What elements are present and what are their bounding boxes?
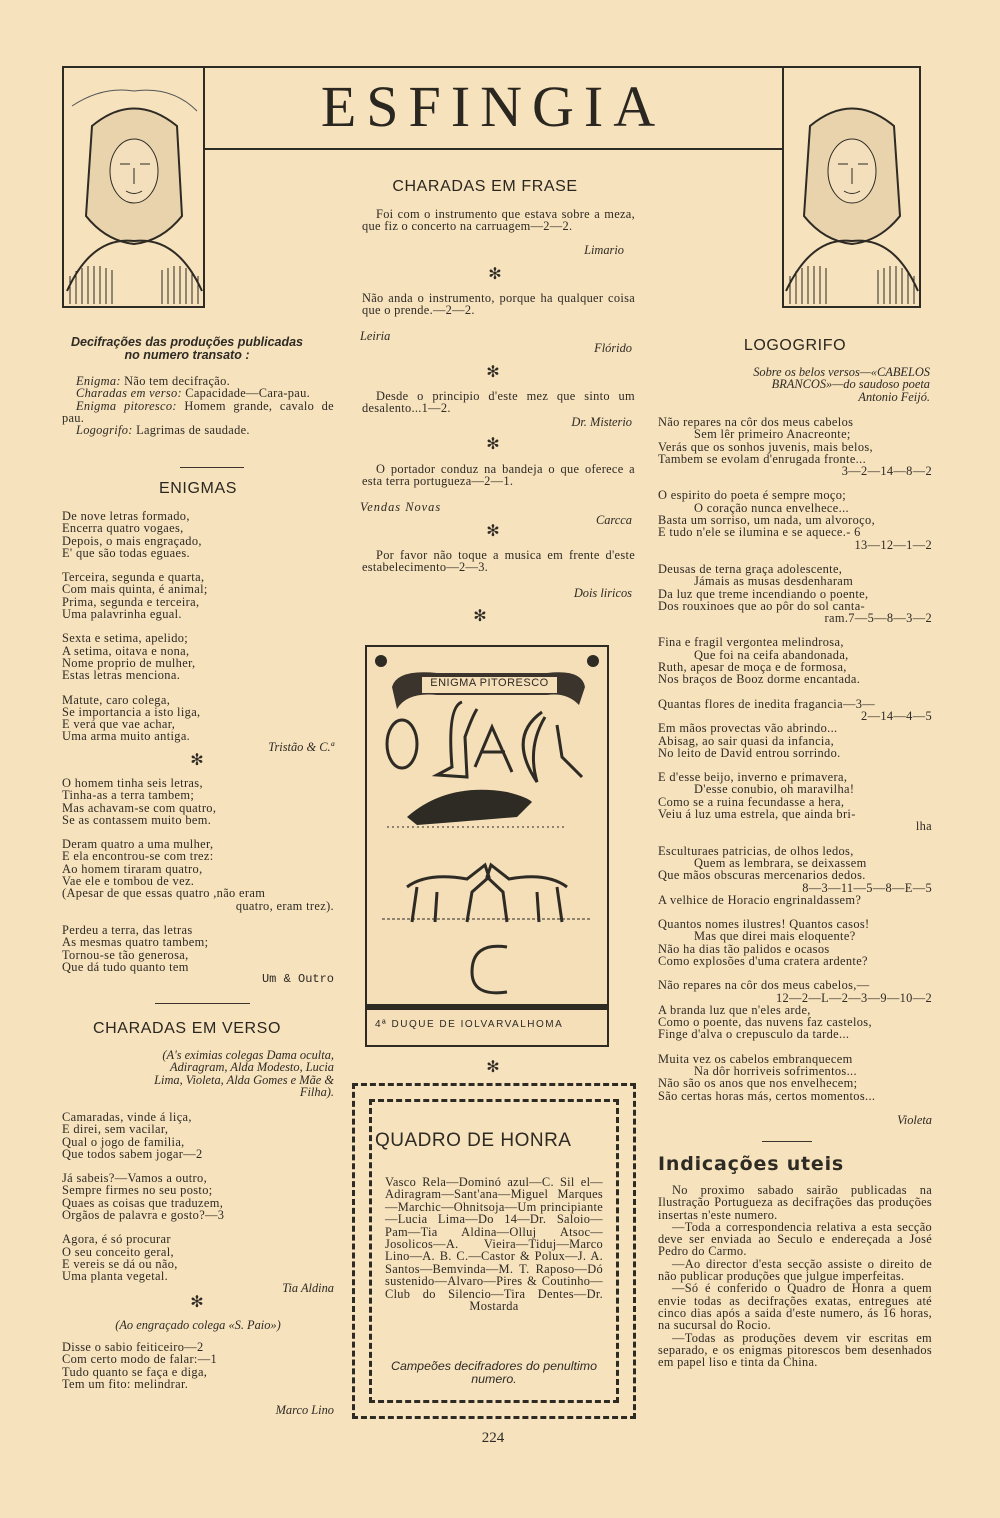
charada-verso-2 — [62, 1341, 334, 1402]
quadro-title: QUADRO DE HONRA — [375, 1130, 572, 1151]
verse-line: Nos braços de Booz dorme encantada. — [658, 672, 861, 687]
verse-line: 2—14—4—5 — [861, 708, 932, 723]
verse-line: 8—3—11—5—8—E—5 — [802, 880, 932, 895]
verse-line: O coração nunca envelhece... — [694, 500, 849, 515]
verse-line: Na dôr horriveis sofrimentos... — [694, 1064, 857, 1079]
enigma-pitoresco-image — [365, 645, 609, 1047]
verse-line: Vae ele e tombou de vez. — [62, 874, 195, 889]
verse-line: Camaradas, vinde á liça, — [62, 1110, 192, 1124]
verse-line: Deram quatro a uma mulher, — [62, 837, 214, 852]
verse-line: No leito de David entrou sorrindo. — [658, 745, 841, 760]
verse-line: A velhice de Horacio engrinaldassem? — [658, 892, 862, 907]
decif-key: Logogrifo: — [76, 423, 133, 438]
verse-line: Encerra quatro vogaes, — [62, 521, 184, 536]
signature: Dr. Misterio — [571, 415, 632, 429]
verse-line: Sem lêr primeiro Anacreonte; — [694, 427, 851, 442]
verse-line: Finge d'alva o crepusculo da tarde... — [658, 1027, 850, 1042]
stanza — [62, 510, 334, 559]
signature: Tia Aldina — [282, 1281, 334, 1295]
verse-line: Se importancia a isto liga, — [62, 704, 201, 719]
verse-line: 3—2—14—8—2 — [841, 464, 932, 479]
verse-line: Sexta e setima, apelido; — [62, 631, 189, 646]
divider — [762, 1141, 812, 1142]
verse-line: E direi, sem vacilar, — [62, 1122, 169, 1137]
verse-line: Jámais as musas desdenharam — [694, 574, 854, 589]
verse-line: O espirito do poeta é sempre moço; — [658, 488, 847, 503]
stanza — [62, 571, 334, 620]
verse-line: (Apesar de que essas quatro ,não eram — [62, 886, 266, 901]
divider — [155, 1003, 250, 1004]
verse-line: E vereis se dá ou não, — [62, 1256, 178, 1271]
verse-line: Basta um sorriso, um nada, um alvoroço, — [658, 513, 876, 528]
indicacao-paragraph: No proximo sabado sairão publicadas na Ilustração Portugueza as decifrações das produções insertas n'este numero. — [658, 1183, 932, 1222]
verse-line: Não ha dias tão palidos e ocasos — [658, 941, 830, 956]
decif-key: Charadas em verso: — [76, 386, 182, 401]
decif-key: Enigma pitoresco: — [76, 398, 177, 413]
verse-line: Como se a ruina fecundasse a hera, — [658, 794, 845, 809]
verse-line: De nove letras formado, — [62, 509, 190, 523]
decif-value: Não tem decifração. — [120, 374, 230, 388]
frase-text: Desde o principio d'este mez que sinto um desalento...1—2. — [362, 389, 635, 416]
verse-line: ram.7—5—8—3—2 — [824, 611, 932, 626]
logogrifo-note: Sobre os belos versos—«CABELOS BRANCOS»—do saudoso poeta Antonio Feijó. — [753, 365, 930, 404]
stanza — [658, 979, 932, 1040]
decifracoes-heading — [42, 336, 332, 361]
quadro-names: Vasco Rela—Dominó azul—C. Sil el—Adiragram—Sant'ana—Miguel Marques—Marchic—Ohnitsoja—Um principiante—Lucia Lima—Do 14—Dr. Saloio—Pam—Tia Aldina—Olluj Atsoc—Josolicos—A. Vieira—Tiduj—Marco Lino—A. B. C.—Castor & Polux—J. A. Santos—Bemvinda—M. T. Raposo—Dó sustenido—Alvaro—Pires & Coutinho—Club do Silencio—Tira Dentes—Dr. Mostarda — [385, 1175, 603, 1314]
verse-line: Orgãos de palavra e gosto?—3 — [62, 1208, 225, 1223]
verse-line: Perdeu a terra, das letras — [62, 922, 193, 937]
enigmas-title: ENIGMAS — [159, 480, 237, 497]
verse-line: Como o poente, das nuvens faz castelos, — [658, 1015, 872, 1030]
asterism-icon: ✻ — [486, 436, 500, 453]
asterism-icon: ✻ — [473, 608, 487, 625]
verse-line: A branda luz que n'eles arde, — [658, 1002, 811, 1017]
frase-1 — [362, 208, 635, 233]
stanza — [658, 771, 932, 832]
frase-text: O portador conduz na bandeja o que oferece a esta terra portugueza—2—1. — [362, 462, 635, 489]
verse-line: E' que são todas eguaes. — [62, 545, 190, 560]
verse-line: Dos rouxinoes que ao pôr do sol canta- — [658, 598, 866, 613]
enigma-author: 4ª DUQUE DE IOLVARVALHOMA — [375, 1019, 564, 1030]
verse-line: Em mãos provectas vão abrindo... — [658, 721, 838, 736]
indicacoes-text — [658, 1184, 932, 1368]
verse-line: Que foi na ceifa abandonada, — [694, 647, 849, 662]
verse-line: Abisag, ao sair quasi da infancia, — [658, 733, 835, 748]
verse-line: Não são os anos que nos envelhecem; — [658, 1076, 858, 1091]
verse-line: Fina e fragil vergontea melindrosa, — [658, 635, 844, 650]
verse-line: Tinha-as a terra tambem; — [62, 788, 195, 803]
signature: Dois liricos — [573, 586, 632, 600]
verse-line: Da luz que treme incendiando o poente, — [658, 586, 869, 601]
verse-line: Não repares na côr dos meus cabelos — [658, 415, 854, 429]
verse-line: lha — [915, 819, 932, 834]
logogrifo-title: LOGOGRIFO — [743, 337, 847, 354]
verse-line: Terceira, segunda e quarta, — [62, 570, 205, 585]
verse-line: Veiu á luz uma estrela, que ainda bri- — [658, 807, 856, 822]
verse-line: Muita vez os cabelos embranquecem — [658, 1051, 853, 1066]
verse-line: Estas letras menciona. — [62, 668, 181, 683]
decif-key: Enigma: — [76, 374, 121, 388]
indicacao-paragraph: —Só é conferido o Quadro de Honra a quem envie todas as decifrações exatas, entregues até cinco dias após a saida d'este numero, ás 16 horas, na sucursal do Rocio. — [658, 1281, 932, 1333]
dedication: (A's eximias colegas Dama oculta, Adiragram, Alda Modesto, Lucia Lima, Violeta, Alda Gomes e Mãe & Filha). — [154, 1048, 334, 1099]
verse-line: 12—2—L—2—3—9—10—2 — [775, 990, 932, 1005]
verse-line: Matute, caro colega, — [62, 692, 171, 707]
verse-line: Prima, segunda e terceira, — [62, 594, 200, 609]
stanza — [658, 636, 932, 685]
verse-line: 13—12—1—2 — [854, 537, 932, 552]
decifracoes-list — [62, 375, 334, 436]
verse-line: Quaes as coisas que traduzem, — [62, 1195, 224, 1210]
frase-3 — [362, 390, 635, 415]
verse-line: Se as contassem muito bem. — [62, 812, 212, 827]
signature: Tristão & C.ª — [268, 740, 334, 754]
verse-line: Não repares na côr dos meus cabelos,— — [658, 978, 870, 993]
verse-line: Mas que direi mais eloquente? — [694, 929, 856, 944]
stanza — [658, 845, 932, 906]
decif-value: Lagrimas de saudade. — [132, 423, 250, 438]
decif-heading-line: no numero transato : — [124, 347, 250, 362]
signature: Flórido — [594, 341, 632, 355]
asterism-icon: ✻ — [486, 523, 500, 540]
stanza — [62, 1111, 334, 1160]
charada-verso-1 — [62, 1111, 334, 1295]
divider — [180, 467, 244, 468]
signature: Limario — [584, 243, 624, 257]
verse-line: Que mãos obscuras mercenarios dedos. — [658, 868, 866, 883]
sphinx-left-illustration — [62, 66, 206, 308]
verse-line: Como explosões d'uma cratera ardente? — [658, 953, 868, 968]
sphinx-right-illustration — [782, 66, 922, 308]
verse-line: quatro, eram trez). — [235, 898, 334, 913]
verse-line: Quem as lembrara, se deixassem — [694, 855, 867, 870]
verse-line: Uma planta vegetal. — [62, 1269, 169, 1284]
verse-line: Uma arma muito antiga. — [62, 729, 191, 744]
verse-line: Verás que os sonhos juvenis, mais belos, — [658, 439, 873, 454]
verse-line: As mesmas quatro tambem; — [62, 935, 209, 950]
stanza — [658, 489, 932, 550]
decif-value: Capacidade—Cara-pau. — [181, 386, 310, 401]
verse-line: Agora, é só procurar — [62, 1232, 171, 1247]
verse-line: Ao homem tiraram quatro, — [62, 861, 203, 876]
frase-4 — [362, 463, 635, 488]
verse-line: Qual o jogo de familia, — [62, 1134, 185, 1149]
verse-line: Disse o sabio feiticeiro—2 — [62, 1340, 204, 1354]
signature: Carcca — [595, 513, 632, 527]
page-number: 224 — [481, 1430, 505, 1446]
verse-line: Tudo quanto se faça e diga, — [62, 1364, 208, 1379]
stanza — [62, 1341, 334, 1390]
verse-line: E verá que vae achar, — [62, 717, 176, 732]
verse-line: Esculturaes patricias, de olhos ledos, — [658, 843, 854, 858]
stanza — [62, 777, 334, 826]
asterism-icon: ✻ — [190, 752, 204, 769]
verse-line: Que dá tudo quanto tem — [62, 959, 189, 974]
verse-line: O homem tinha seis letras, — [62, 776, 203, 790]
frase-2 — [362, 292, 635, 317]
enigma-2 — [62, 777, 334, 985]
stanza — [658, 563, 932, 624]
asterism-icon: ✻ — [488, 266, 502, 283]
verse-line: D'esse conubio, oh maravilha! — [694, 782, 855, 797]
stanza — [658, 416, 932, 477]
verse-line: Nome proprio de mulher, — [62, 655, 196, 670]
verse-line: Quantas flores de inedita fragancia—3— — [658, 696, 875, 711]
frase-5 — [362, 549, 635, 574]
quadro-footer: Campeões decifradores do penultimo numero. — [391, 1359, 597, 1386]
quadro-de-honra-box — [352, 1083, 636, 1419]
charadas-frase-title: CHARADAS EM FRASE — [392, 178, 578, 195]
enigma-1 — [62, 510, 334, 755]
stanza — [62, 694, 334, 743]
asterism-icon: ✻ — [190, 1294, 204, 1311]
indicacao-paragraph: —Toda a correspondencia relativa a esta secção deve ser enviada ao Seculo e endereçada a José Pedro do Carmo. — [658, 1219, 932, 1259]
enigma-pitoresco-drawing — [367, 647, 607, 1045]
verse-line: São certas horas más, certos momentos... — [658, 1088, 876, 1103]
stanza — [62, 1233, 334, 1282]
frase-text: Foi com o instrumento que estava sobre a meza, que fiz o concerto na carruagem—2—2. — [362, 207, 635, 234]
charadas-verso-title: CHARADAS EM VERSO — [92, 1020, 281, 1037]
stanza — [658, 918, 932, 967]
verse-line: Com mais quinta, é animal; — [62, 582, 208, 597]
verse-line: O seu conceito geral, — [62, 1244, 174, 1259]
signature: Marco Lino — [275, 1403, 334, 1417]
verse-line: Quantos nomes ilustres! Quantos casos! — [658, 917, 870, 932]
stanza — [658, 698, 932, 759]
verse-line: Uma palavrinha egual. — [62, 607, 182, 622]
asterism-icon: ✻ — [486, 1059, 500, 1076]
indicacao-paragraph: —Todas as produções devem vir escritas em separado, e os enigmas pitorescos bem desenhados em papel liso e tinta da China. — [658, 1330, 932, 1370]
dedication: (Ao engraçado colega «S. Paio») — [115, 1318, 281, 1332]
verse-line: Mas achavam-se com quatro, — [62, 800, 217, 815]
verse-line: Deusas de terna graça adolescente, — [658, 561, 843, 576]
verse-line: Depois, o mais engraçado, — [62, 533, 202, 548]
verse-line: A setima, oitava e nona, — [62, 643, 190, 658]
verse-line: E d'esse beijo, inverno e primavera, — [658, 770, 848, 785]
frase-text: Não anda o instrumento, porque ha qualquer coisa que o prende.—2—2. — [362, 291, 635, 318]
verse-line: E tudo n'ele se ilumina e se aquece.- 6 — [658, 525, 861, 540]
asterism-icon: ✻ — [486, 364, 500, 381]
decif-heading-line: Decifrações das produções publicadas — [70, 335, 304, 349]
verse-line: Com certo modo de falar:—1 — [62, 1352, 217, 1367]
verse-line: Ruth, apesar de moça e de formosa, — [658, 660, 847, 675]
verse-line: Tornou-se tão generosa, — [62, 947, 189, 962]
stanza — [62, 632, 334, 681]
decif-value: Homem grande, cavalo de pau. — [62, 398, 334, 425]
stanza — [62, 924, 334, 973]
stanza — [62, 838, 334, 912]
verse-line: Sempre firmes no seu posto; — [62, 1183, 213, 1198]
place: Leiria — [360, 329, 391, 343]
stanza — [62, 1172, 334, 1221]
page-title: ESFINGIA — [320, 74, 666, 139]
stanza — [658, 1053, 932, 1102]
verse-line: Tambem se evolam d'enrugada fronte... — [658, 451, 867, 466]
signature: Violeta — [897, 1113, 932, 1127]
verse-line: Que todos sabem jogar—2 — [62, 1146, 203, 1161]
verse-line: Já sabeis?—Vamos a outro, — [62, 1171, 208, 1186]
enigma-banner-label: ENIGMA PITORESCO — [430, 677, 549, 689]
verse-line: E ela encontrou-se com trez: — [62, 849, 214, 864]
verse-line: Tem um fito: melindrar. — [62, 1376, 189, 1391]
frase-text: Por favor não toque a musica em frente d'este estabelecimento—2—3. — [362, 548, 635, 575]
logogrifo-verses — [658, 416, 932, 1114]
place: Vendas Novas — [360, 500, 442, 514]
indicacoes-title: Indicações uteis — [658, 1153, 845, 1175]
indicacao-paragraph: —Ao director d'esta secção assiste o direito de não publicar produções que julgue imperfeitas. — [658, 1256, 932, 1284]
signature: Um & Outro — [261, 972, 334, 986]
